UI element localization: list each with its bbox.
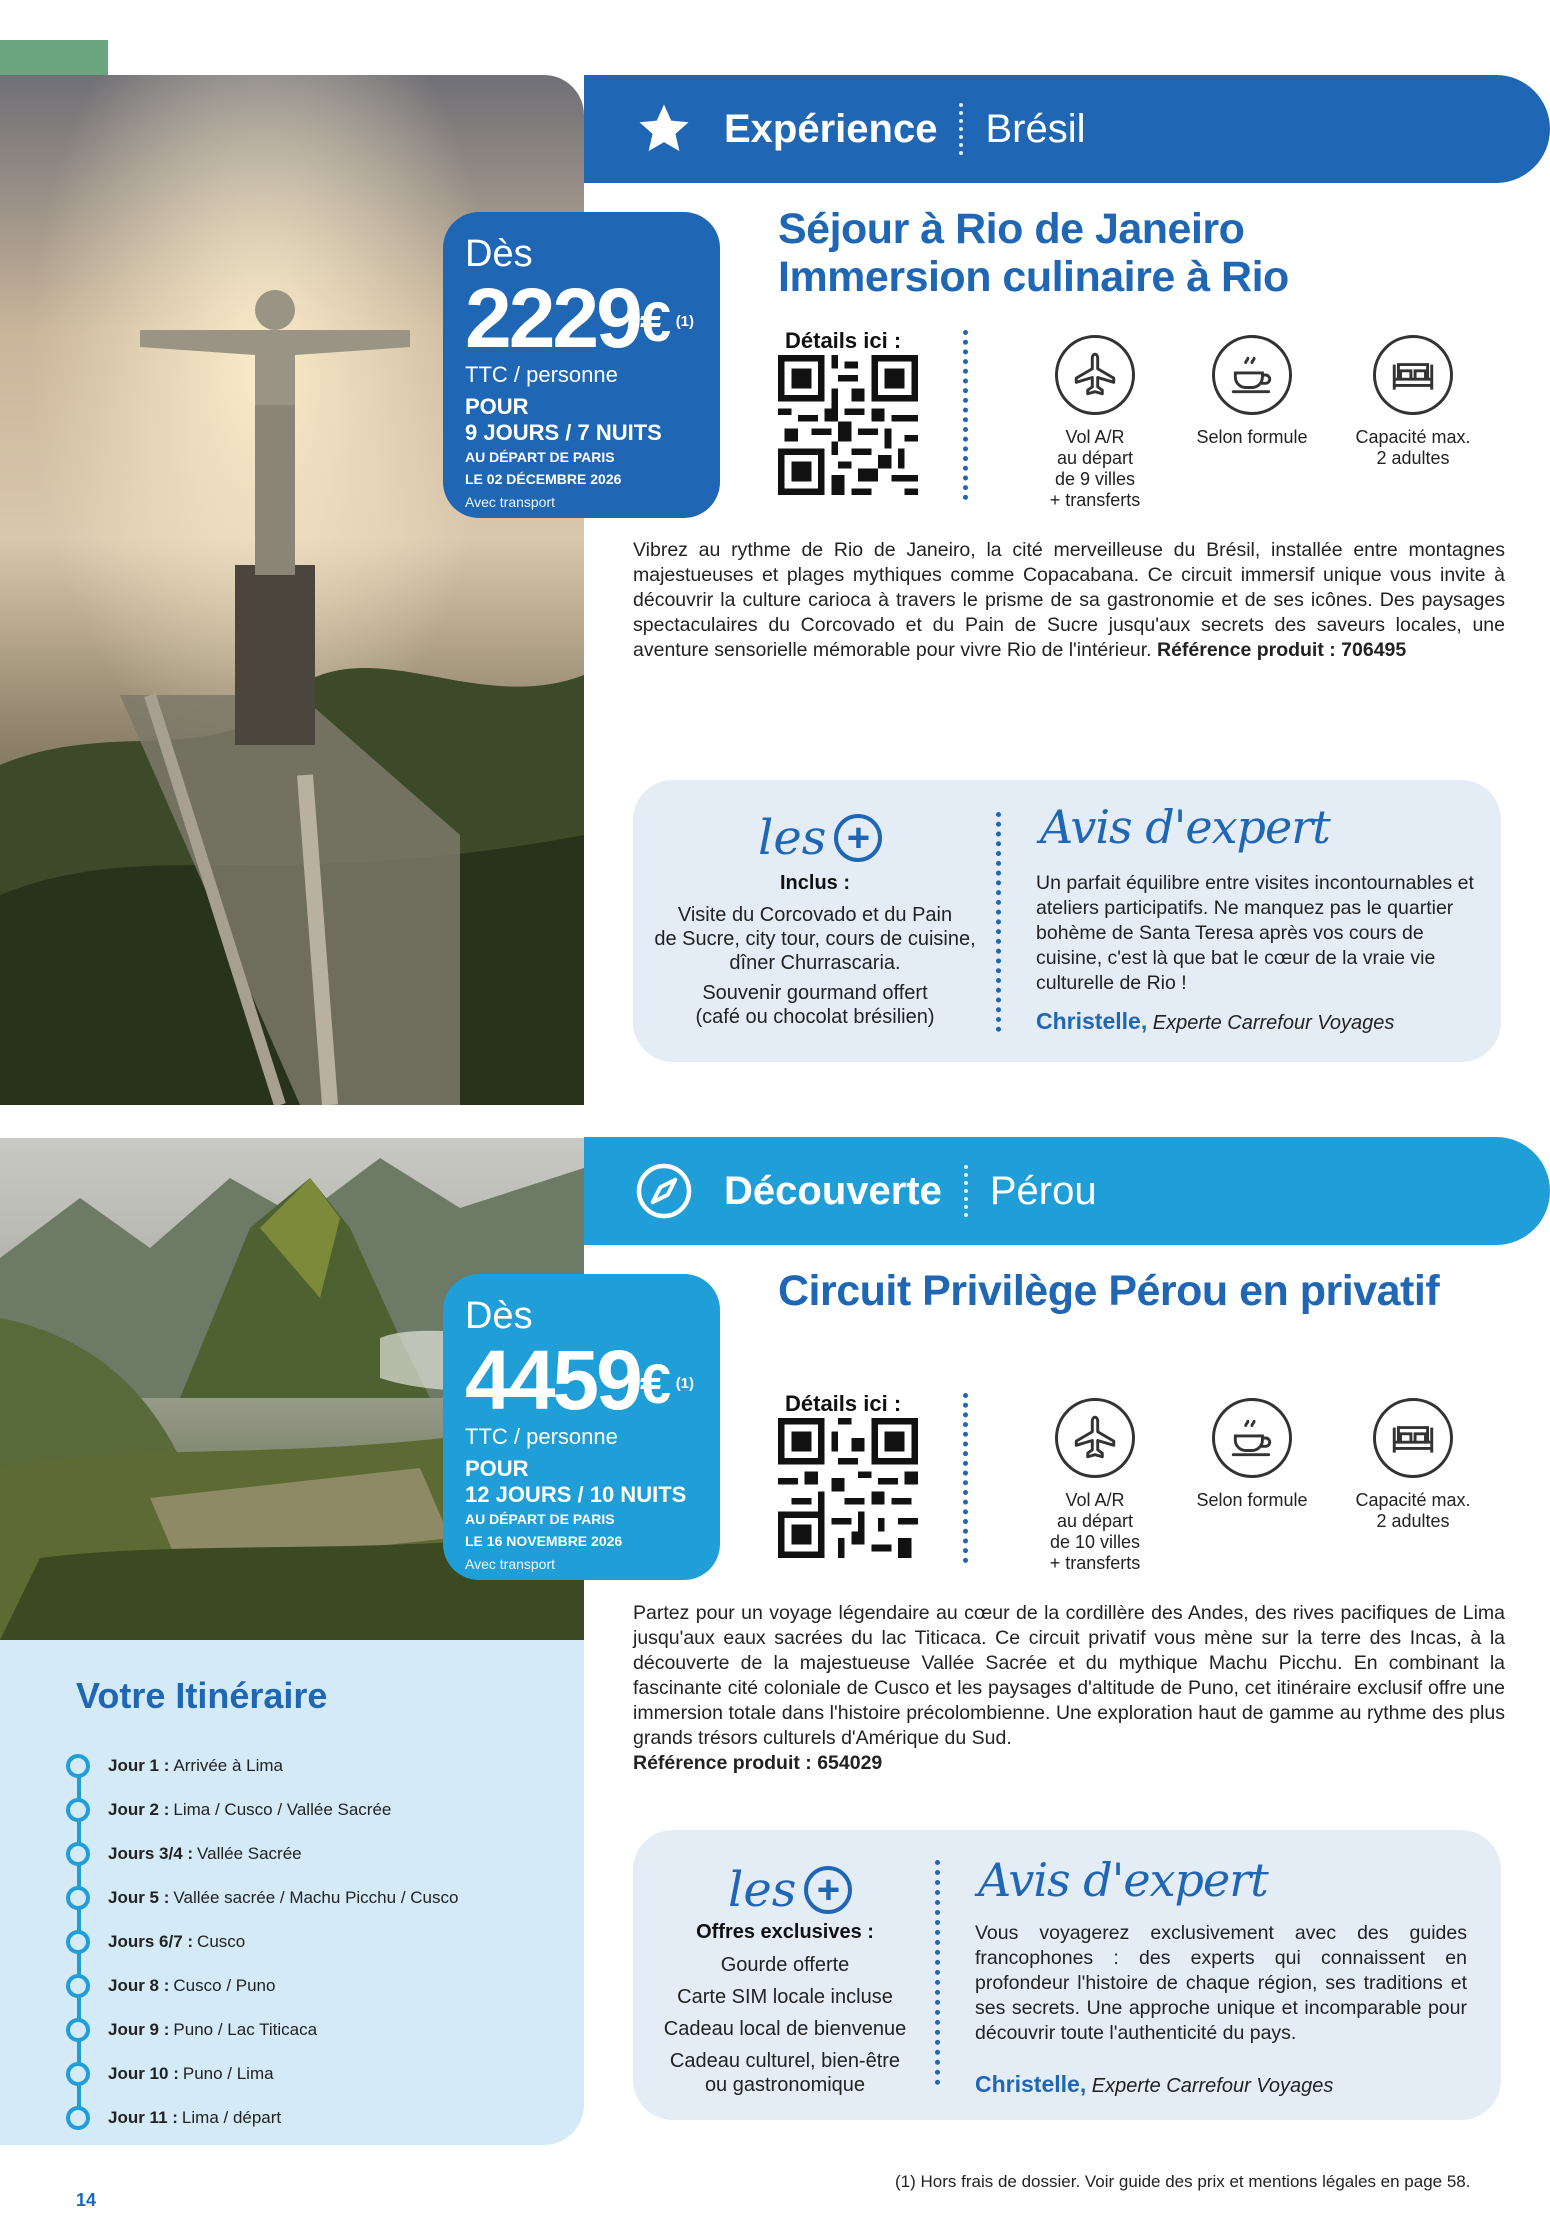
bed-icon — [1373, 1398, 1453, 1478]
included-list: Visite du Corcovado et du Pain de Sucre, city tour, cours de cuisine, dîner Churrascaria. Souvenir gourmand offert (café ou chocolat brésilien) — [654, 904, 976, 1028]
expert-opinion-text: Un parfait équilibre entre visites incontournables et ateliers participatifs. Ne manquez pas le quartier bohème de Santa Teresa après vos cours de cuisine, c'est là que bat le cœur de la vraie vie culturelle de Rio ! — [1036, 872, 1474, 994]
expert-opinion-title: Avis d'expert — [1040, 800, 1330, 854]
plane-icon — [1055, 1398, 1135, 1478]
cup-icon — [1212, 1398, 1292, 1478]
price-footnote-mark: (1) — [675, 313, 695, 330]
departure-date: LE 16 NOVEMBRE 2026 — [465, 1533, 623, 1549]
timeline-dot — [66, 1974, 90, 1998]
feature-flight — [1015, 1398, 1175, 1574]
expert-signature: Christelle, Experte Carrefour Voyages — [1036, 1008, 1395, 1034]
feature-meals — [1172, 335, 1332, 448]
offer-title: Séjour à Rio de Janeiro Immersion culinaire à Rio — [778, 205, 1289, 301]
details-label: Détails ici : — [785, 1391, 902, 1416]
timeline-dot — [66, 2062, 90, 2086]
itinerary-day: Jour 8 : Cusco / Puno — [66, 1973, 275, 1999]
dotted-separator — [963, 330, 968, 500]
dotted-separator — [963, 1393, 968, 1563]
itinerary-day: Jour 11 : Lima / départ — [66, 2105, 281, 2131]
offer-type: Expérience — [724, 106, 938, 151]
star-icon — [632, 97, 696, 161]
feature-capacity — [1333, 1398, 1493, 1532]
itinerary-day: Jours 6/7 : Cusco — [66, 1929, 245, 1955]
price-unit: TTC / personne — [465, 1424, 618, 1449]
duration: 9 JOURS / 7 NUITS — [465, 420, 662, 445]
price-box — [443, 1274, 720, 1580]
itinerary-day: Jour 10 : Puno / Lima — [66, 2061, 274, 2087]
price-footnote-mark: (1) — [675, 1375, 695, 1392]
timeline-dot — [66, 1886, 90, 1910]
departure-city: AU DÉPART DE PARIS — [465, 1511, 615, 1527]
details-label: Détails ici : — [785, 328, 902, 353]
offer-type: Découverte — [724, 1168, 942, 1213]
feature-flight-text: Vol A/R au départ de 9 villes + transferts — [1049, 427, 1141, 510]
timeline-dot — [66, 1798, 90, 1822]
feature-capacity — [1333, 335, 1493, 469]
itinerary-day: Jour 9 : Puno / Lac Titicaca — [66, 2017, 317, 2043]
plus-icon: + — [834, 814, 882, 862]
legal-footnote: (1) Hors frais de dossier. Voir guide des prix et mentions légales en page 58. — [895, 2172, 1471, 2191]
expert-signature: Christelle, Experte Carrefour Voyages — [975, 2071, 1334, 2097]
cup-icon — [1212, 335, 1292, 415]
offer-destination: Brésil — [985, 106, 1086, 151]
qr-code[interactable] — [778, 355, 918, 495]
offer-banner — [584, 75, 1550, 183]
compass-icon — [632, 1159, 696, 1223]
timeline-dot — [66, 2106, 90, 2130]
bed-icon — [1373, 335, 1453, 415]
itinerary-title: Votre Itinéraire — [76, 1675, 328, 1716]
plane-icon — [1055, 335, 1135, 415]
qr-code[interactable] — [778, 1418, 918, 1558]
price-amount: 4459€ (1) — [465, 1333, 695, 1427]
page-number: 14 — [76, 2190, 97, 2210]
feature-capacity-text: Capacité max. 2 adultes — [1355, 427, 1471, 468]
dotted-separator — [935, 1860, 940, 2085]
itinerary-day: Jour 5 : Vallée sacrée / Machu Picchu / Cusco — [66, 1885, 458, 1911]
timeline-dot — [66, 1754, 90, 1778]
price-unit: TTC / personne — [465, 362, 618, 387]
expert-opinion-text: Vous voyagerez exclusivement avec des guides francophones : des experts qui connaissent en profondeur l'histoire de chaque région, ses traditions et ses secrets. Une approche unique et incomparable pour découvrir toute l'authenticité du pays. — [975, 1922, 1467, 2044]
feature-capacity-text: Capacité max. 2 adultes — [1355, 1490, 1471, 1531]
product-reference: Référence produit : 706495 — [1156, 639, 1407, 661]
offer-description: Vibrez au rythme de Rio de Janeiro, la cité merveilleuse du Brésil, installée entre montagnes majestueuses et plages mythiques comme Copacabana. Ce circuit immersif unique vous invite à découvrir la culture carioca à travers le prisme de sa gastronomie et de ses icônes. Des paysages spectaculaires du Corcovado et du Pain de Sucre jusqu'aux secrets des saveurs locales, une aventure sensorielle mémorable pour vivre Rio de l'intérieur. Référence produit : 706495 — [633, 539, 1505, 661]
les-plus-label: les + — [758, 810, 882, 866]
feature-flight — [1015, 335, 1175, 511]
feature-meals-text: Selon formule — [1196, 1490, 1308, 1510]
banner-separator — [959, 103, 963, 155]
exclusive-offers-list: Gourde offerte Carte SIM locale incluse Cadeau local de bienvenue Cadeau culturel, bien-être ou gastronomique — [663, 1954, 907, 2096]
price-box — [443, 212, 720, 518]
itinerary-day: Jours 3/4 : Vallée Sacrée — [66, 1841, 302, 1867]
transport-note: Avec transport — [465, 1556, 556, 1572]
banner-separator — [964, 1165, 968, 1217]
expert-opinion-title: Avis d'expert — [978, 1853, 1268, 1907]
timeline-dot — [66, 1930, 90, 1954]
timeline-dot — [66, 1842, 90, 1866]
duration: 12 JOURS / 10 NUITS — [465, 1482, 687, 1507]
included-heading: Inclus : — [779, 872, 850, 894]
offer-title: Circuit Privilège Pérou en privatif — [778, 1267, 1440, 1315]
itinerary-day: Jour 1 : Arrivée à Lima — [66, 1753, 283, 1779]
feature-meals — [1172, 1398, 1332, 1511]
offer-description: Partez pour un voyage légendaire au cœur de la cordillère des Andes, des rives pacifiques de Lima jusqu'aux eaux sacrées du lac Titicaca. Ce circuit privatif vous mène sur la terre des Incas, à la découverte de la majestueuse Vallée Sacrée et du mythique Machu Picchu. En combinant la fascinante cité coloniale de Cusco et les paysages d'altitude de Puno, cet itinéraire exclusif offre une immersion totale dans l'histoire précolombienne. Une exploration haut de gamme au rythme des plus grands trésors culturels d'Amérique du Sud. Référence produit : 654029 — [633, 1602, 1505, 1774]
duration-label: POUR — [465, 394, 529, 419]
offer-banner — [584, 1137, 1550, 1245]
feature-flight-text: Vol A/R au départ de 10 villes + transferts — [1049, 1490, 1141, 1573]
price-amount: 2229€ (1) — [465, 271, 695, 365]
departure-city: AU DÉPART DE PARIS — [465, 449, 615, 465]
feature-meals-text: Selon formule — [1196, 427, 1308, 447]
duration-label: POUR — [465, 1456, 529, 1481]
itinerary-day: Jour 2 : Lima / Cusco / Vallée Sacrée — [66, 1797, 391, 1823]
transport-note: Avec transport — [465, 494, 556, 510]
price-prefix: Dès — [465, 1295, 533, 1337]
exclusive-offers-heading: Offres exclusives : — [696, 1921, 874, 1943]
offer-destination: Pérou — [989, 1168, 1097, 1213]
departure-date: LE 02 DÉCEMBRE 2026 — [465, 471, 622, 487]
les-plus-label: les + — [728, 1862, 852, 1918]
price-prefix: Dès — [465, 233, 533, 275]
timeline-dot — [66, 2018, 90, 2042]
product-reference: Référence produit : 654029 — [633, 1752, 883, 1774]
plus-icon: + — [804, 1866, 852, 1914]
dotted-separator — [996, 812, 1001, 1032]
